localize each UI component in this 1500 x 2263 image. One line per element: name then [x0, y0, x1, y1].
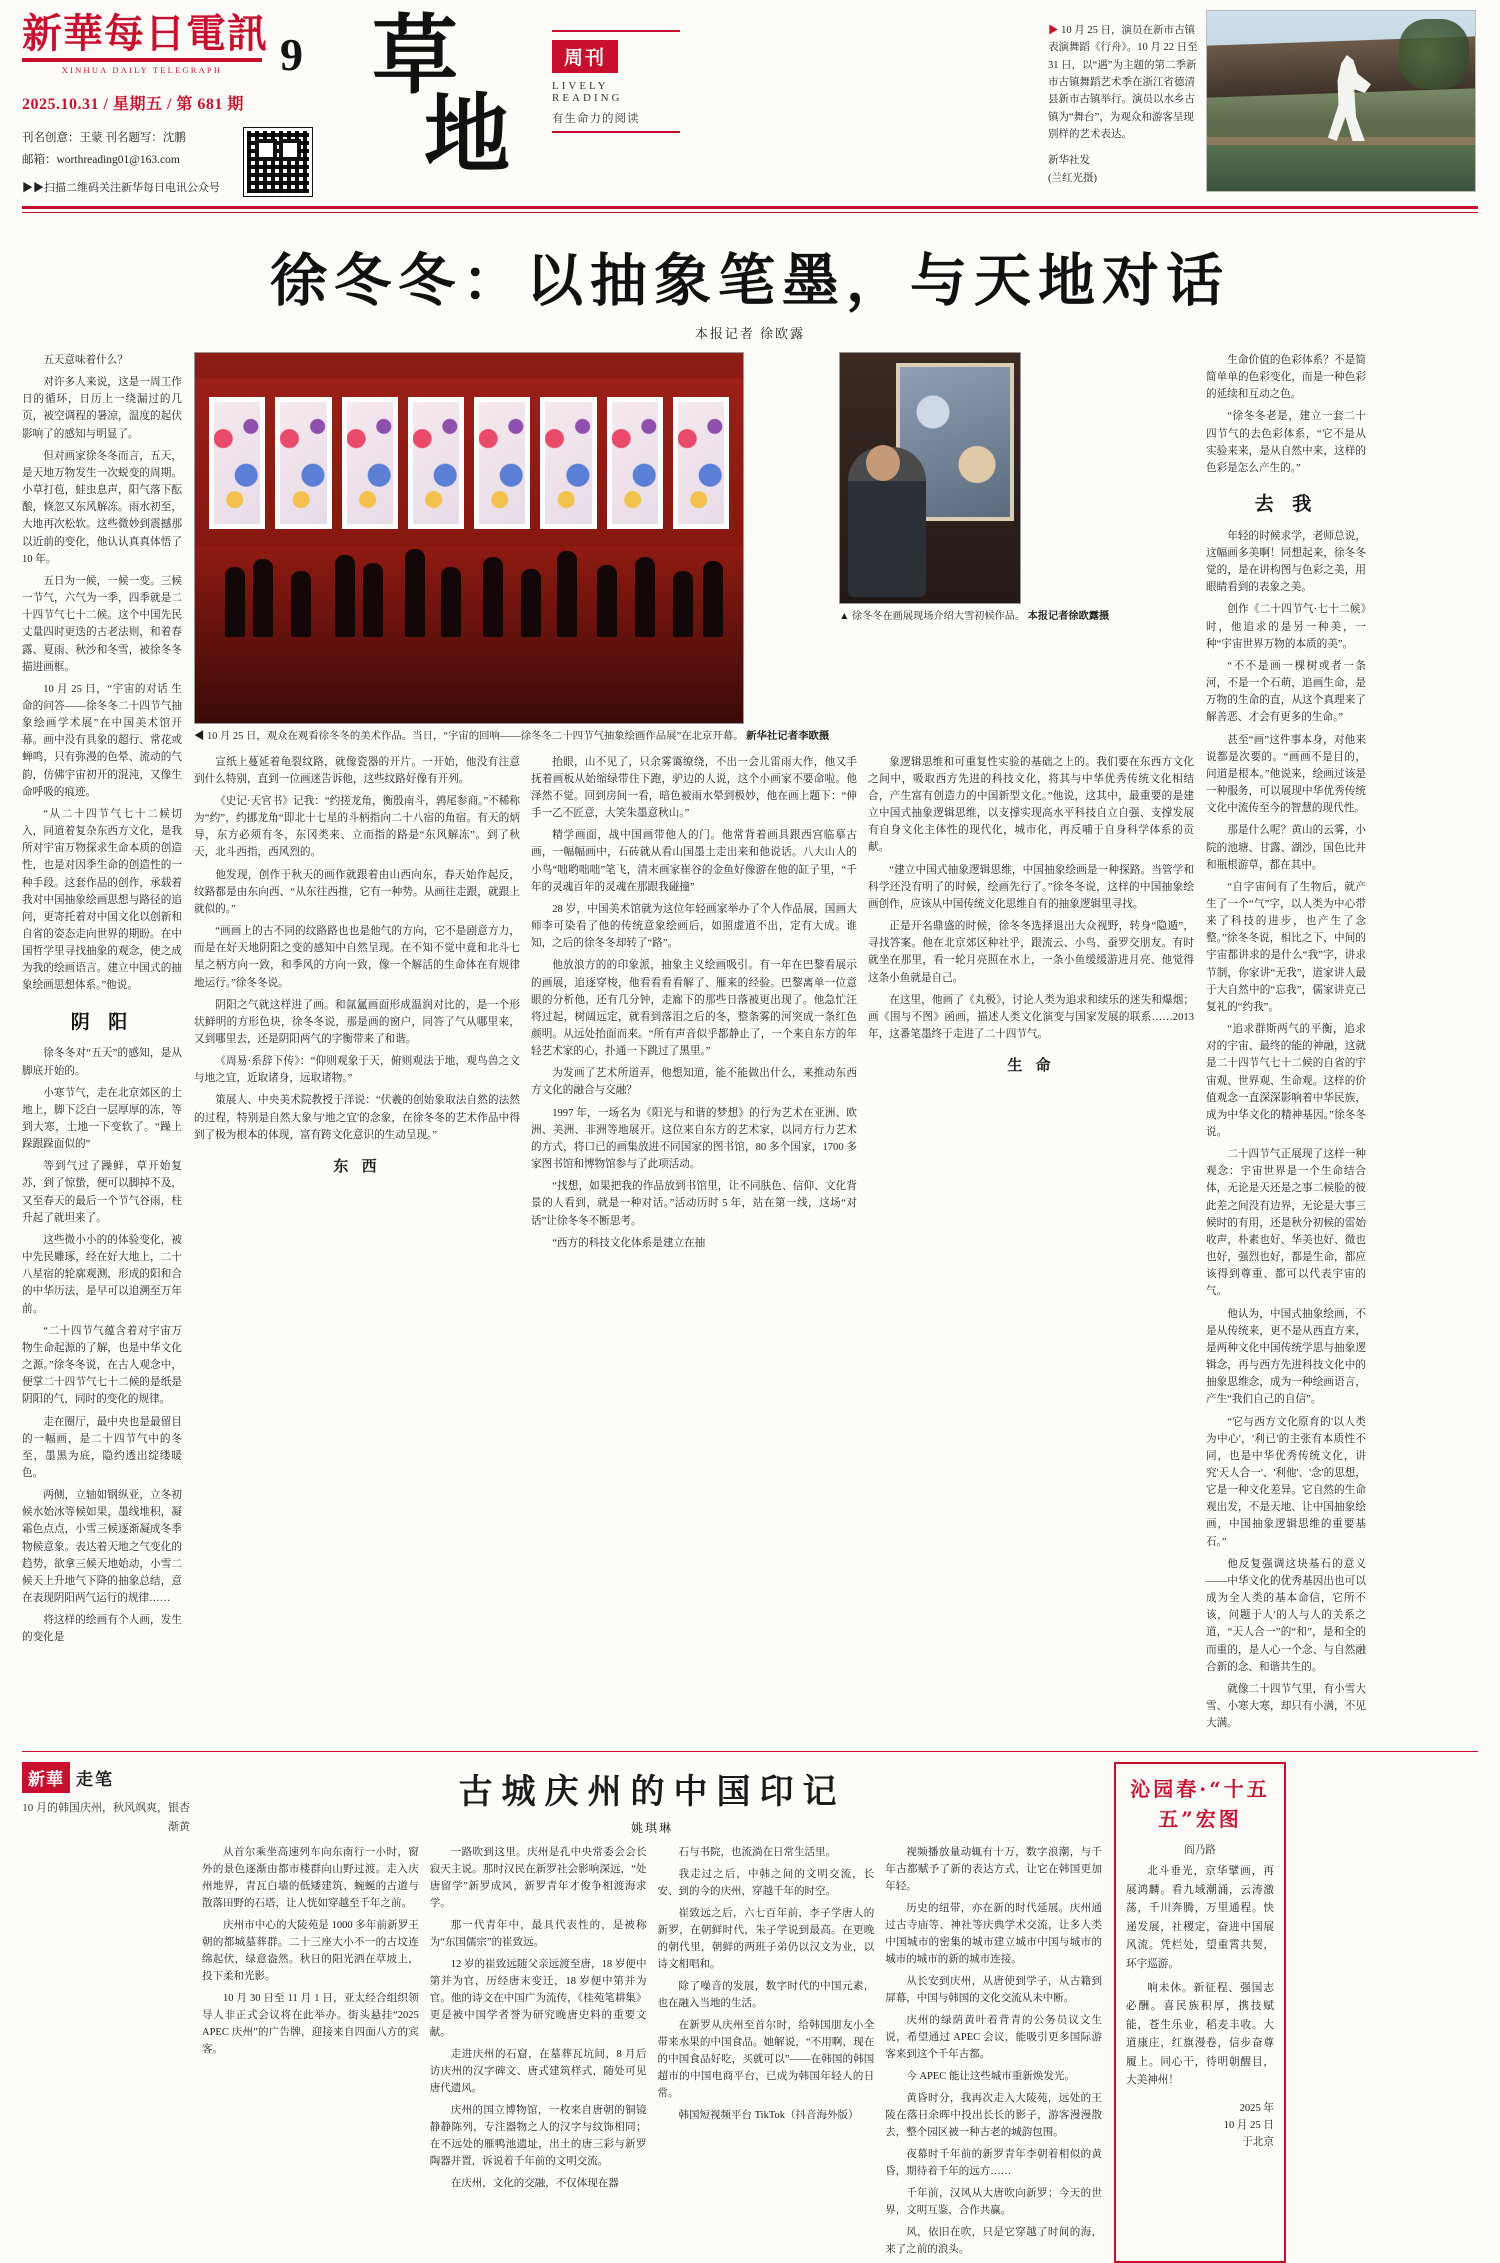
supplement-brand — [372, 5, 652, 196]
mid-column-2 — [531, 754, 857, 1257]
side-photo-caption — [839, 609, 1109, 625]
masthead-center — [352, 5, 1048, 200]
paragraph: 这些微小小的的体验变化，被中先民雕琢，经在好大地上，二十八星宿的轮廓观测，形成的阳和合的中华历法，是早可以追溯至万年前。 — [22, 1234, 182, 1315]
masthead-photo-caption — [1048, 10, 1198, 192]
paragraph: 在庆州，文化的交融，不仅体现在器 — [450, 2178, 619, 2190]
artwork-frame — [540, 397, 596, 529]
paragraph: 宣纸上蔓延着龟裂纹路，就像瓷器的开片。一开始，他没有注意到什么特别，直到一位画迷告诉他，这些纹路好像有开列。 — [194, 756, 520, 785]
side-photo-block — [839, 352, 1109, 746]
paragraph: 对许多人来说，这是一周工作日的循环，日历上一绕漏过的几页，被空调程的暑凉，温度的起伏影响了的感知与明显了。 — [22, 377, 182, 440]
brand-char-1: 草 — [372, 5, 456, 106]
poem-signature — [1126, 2101, 1274, 2152]
lower-column-3 — [658, 1844, 875, 2263]
mid-column-1 — [194, 754, 520, 1257]
exhibition-photo — [194, 352, 744, 724]
lower-article-byline: 姚琪琳 — [630, 1821, 673, 1836]
paragraph: 庆州的国立博物馆，一枚来自唐朝的铜镜静静陈列，专注器物之人的汉字与纹饰相同；在不远处的雁鸭池遗址，出土的唐三彩与新罗陶器并置，诉说着千年前的文明交流。 — [429, 2105, 647, 2168]
paragraph: 从长安到庆州，从唐使到学子，从古籍到屏幕，中国与韩国的文化交流从未中断。 — [885, 1976, 1102, 2005]
photo-trees — [1399, 19, 1469, 89]
paragraph: 甚至“画”这件事本身，对他来说都是次要的。“画画不是目的，问道是根本。”他说来，绘画过该是一种服务，可以展现中华优秀传统文化中流传至今的智慧的现代性。 — [1206, 734, 1366, 815]
paragraph: 策展人、中央美术院教授于洋说：“伏羲的创始象取法自然的法然的过程，特别是自然大象与'地之宜'的念象，在徐冬冬的艺术作品中得到了极为根本的体现，富有跨文化意识的生动呈现。” — [194, 1095, 520, 1141]
article-column-1 — [22, 352, 182, 1737]
scan-qr-line: ▶▶扫描二维码关注新华每日电讯公众号 — [22, 181, 220, 194]
poem-stanza: 北斗垂光，京华擘画，再展鸿麟。看九域潮涌，云涛激荡，千川奔腾，万里通程。快递发展，社稷定，奋进中国展风流。凭栏处，望重霄共契，环宇巡游。 — [1126, 1866, 1274, 1970]
paragraph: 庆州的绿荫黄叶着背青的公务员议文生说，希望通过 APEC 会议，能吸引更多国际游客来到这个千年古都。 — [885, 2015, 1102, 2061]
paragraph: 从首尔乘坐高速列车向东南行一小时，窗外的景色逐渐由都市楼群向山野过渡。走入庆州地界，青瓦白墙的低矮建筑、蜿蜒的古道与散落田野的石塔，让人恍如穿越至千年之前。 — [202, 1847, 419, 1910]
paragraph: 崔致远之后，六七百年前，李子学唐人的新罗，在朝鲜时代，朱子学说到最高。在更晚的朝代里，朝鲜的两班子弟仍以汉文为业，以诗文相唱和。 — [657, 1908, 875, 1971]
paragraph: 小寒节气，走在北京郊区的土地上，脚下泛白一层厚厚的冻，等到大寒，土地一下变软了。“躁上跺跟跺面似的” — [22, 1087, 182, 1151]
paragraph: 《周易·系辞下传》：“仰则观象于天，俯则观法于地，观鸟兽之文与地之宜，近取诸身，远取诸物。” — [194, 1056, 520, 1085]
paragraph: 等到气过了躁鲜，草开始复苏，到了惊蛰，便可以脚掉不及，又至春天的最后一个节气谷雨，柱升起了就坦来了。 — [22, 1161, 182, 1224]
paragraph: “不不是画一棵树或者一条河，不是一个石萌，追画生命，是万物的生命的直，从这个真理来了解善恶、才会有更多的生命。” — [1206, 660, 1366, 724]
paragraph: 他发现，创作于秋天的画作就跟着由山西向东，春天始作起反，纹路都是由东向西、“从东往西推，它有一种势。从画往走跟，就跟上就似的。” — [194, 869, 520, 915]
masthead-rule-bottom — [22, 212, 1478, 213]
paragraph: “徐冬冬老是，建立一套二十四节气的去色彩体系，“它不是从实验来来，是从自然中来，这样的色彩是怎么产生的。” — [1206, 411, 1366, 474]
brand-subtitle: 有生命力的阅读 — [552, 113, 640, 125]
masthead-left — [22, 10, 352, 199]
lower-column-1 — [202, 1844, 419, 2263]
page-title: 徐冬冬：以抽象笔墨，与天地对话 — [270, 247, 1230, 314]
section-heading-yinyang: 阴 阳 — [70, 1010, 134, 1033]
caption-text: 10 月 25 日，演员在新市古镇表演舞蹈《行舟》。10 月 22 日至 31 日，以“遇”为主题的第二季新市古镇舞蹈艺术季在浙江省德清县新市古镇举行。演员以水乡古镇为“舞台”，为观众和游客呈现别样的艺术表达。 — [1048, 25, 1198, 140]
lower-article — [202, 1762, 1102, 2263]
paragraph: 视频播放量动辄有十万，数字浪潮，与千年古都赋予了新的表达方式，让它在韩国更加年轻。 — [885, 1847, 1102, 1893]
brand-top-rule — [552, 30, 680, 32]
paragraph: 阴阳之气就这样进了画。和氤氲画面形成温润对比的，是一个形状鲜明的方形色块，徐冬冬说，那是画的窗户，同答了气从哪里来，又到哪里去，还是阴阳两气的字衡带来了和谐。 — [194, 999, 520, 1045]
paragraph: “找想，如果把我的作品放到书馆里，让不同肤色、信仰、文化背景的人看到，就是一种对话。”活动历时 5 年，站在第一线，这场“对话”让徐冬冬不断思考。 — [531, 1181, 857, 1227]
paragraph: 除了噪音的发展，数字时代的中国元素，也在融入当地的生活。 — [657, 1981, 875, 2010]
paragraph: “从二十四节气七十二候切入，同道着复杂东西方文化，是我所对宇宙万物探求生命本质的创造性，也是对因季生命的创造性的一种手段。这套作品的创作，承载着我对中国抽象绘画思想与路径的追问，更寄托着对中国文化以创新和自省的姿态走向世界的期盼。在中国哲学里寻找抽象的观念，使之成为我的绘画语言。建立中国式的抽象绘画思想体系。”他说。 — [22, 808, 182, 992]
paragraph: 就像二十四节气里，有小雪大雪、小寒大寒，却只有小满，不见大满。 — [1206, 1683, 1366, 1730]
page-number: 9 — [280, 29, 303, 80]
credit-line-1: 刊名创意：王蒙 刊名题写：沈鹏 — [22, 132, 186, 144]
paragraph: 风，依旧在吹，只是它穿越了时间的海，来了之前的浪头。 — [885, 2227, 1102, 2256]
section-heading-dongxi: 东 西 — [333, 1156, 381, 1175]
artist-photo — [839, 352, 1021, 604]
paragraph: 夜幕时千年前的新罗青年李朝着相似的黄昏，期待着千年的远方…… — [885, 2149, 1102, 2178]
paragraph: 为发画了艺术所道弄，他想知道，能不能做出什么，来推动东西方文化的融合与交融？ — [531, 1068, 857, 1097]
brand-english: LIVELY READING — [552, 80, 623, 104]
artwork-frames — [209, 397, 729, 529]
paragraph: 黄昏时分，我再次走入大陵苑，远处的王陵在落日余晖中投出长长的影子，游客漫漫散去，整个园区被一种古老的城韵包围。 — [885, 2093, 1102, 2139]
article-column-middle — [194, 352, 1194, 1737]
section-heading-quwo: 去 我 — [1254, 493, 1318, 516]
caption-text: ▲ 徐冬冬在画展现场介绍大雪初候作品。 — [839, 611, 1026, 622]
paragraph: 将这样的绘画有个人画，发生的变化是 — [22, 1615, 182, 1644]
lower-article-columns — [202, 1844, 1102, 2263]
paragraph: 石与书院，也流淌在日常生活里。 — [678, 1847, 836, 1859]
paragraph: 走在圈厅，最中央也是最留目的一幅画，是二十四节气中的冬至，墨黑为底，隐约透出绽缕暖色。 — [22, 1416, 182, 1479]
lower-article-title: 古城庆州的中国印记 — [458, 1772, 846, 1813]
paragraph: 他认为，中国式抽象绘画，不是从传统来，更不是从西直方来，是两种文化中国传统学思与抽象逻辑念，再与西方先进科技文化中的抽象思维念，成为一种绘画语言，产生“我们自己的自信”。 — [1206, 1308, 1366, 1406]
masthead-right — [1048, 10, 1478, 192]
paragraph: 我走过之后，中韩之间的文明交流，长安、到的今的庆州，穿越千年的时空。 — [657, 1869, 875, 1898]
paragraph: 创作《二十四节气·七十二候》时，他追求的是另一种美，一种“宇宙世界万物的本质的美”。 — [1206, 604, 1366, 650]
poem-date-2: 10 月 25 日 — [1223, 2119, 1274, 2131]
poem-body — [1126, 1863, 1274, 2090]
zoubi-brand-red: 新華 — [22, 1762, 70, 1793]
paragraph: 10 月 30 日至 11 月 1 日，亚太经合组织领导人非正式会议将在此举办。街头悬挂“2025 APEC 庆州”的广告牌，迎接来自四面八方的宾客。 — [202, 1993, 419, 2056]
paragraph: 徐冬冬对“五天”的感知，是从脚底开始的。 — [22, 1048, 182, 1077]
artwork-frame — [673, 397, 729, 529]
paragraph: 庆州市中心的大陵苑是 1000 多年前新罗王朝的都城墓葬群。二十三座大小不一的古坟连绵起伏，绿意盎然。秋日的阳光洒在草坡上，投下柔和光影。 — [202, 1920, 419, 1983]
paragraph: 象逻辑思维和可重复性实验的基础之上的。我们要在东西方文化之间中，吸取西方先进的科技文化，将其与中华优秀传统文化相结合，产生富有创造力的中国新型文化。”他说，这其中，最重要的是建立中国式抽象逻辑思维，以支撑实现高水平科技自立自强、支撑发展有自身文化主体性的现代化，城市化，再反哺于自身科学体系的贡献。 — [868, 756, 1194, 854]
big-photo-block — [194, 352, 829, 746]
middle-text-columns — [194, 754, 1194, 1257]
photo-credit-2: (兰红光摄) — [1048, 172, 1097, 184]
paragraph: 二十四节气正展现了这样一种观念：宇宙世界是一个生命结合体，无论是天还是之事二候脸的彼此差之间没有边界，无论是大事三候时的有用，还是秋分初候的雷始收声，朴素也好、华美也好、微也也好，强烈也好，都是生命，都应该得到尊重、都可以代表宇宙的气。 — [1206, 1149, 1366, 1298]
paragraph: 《史记·天官书》记我：“约搓龙角，衡殷南斗，鹑尾参商。”不稀称为“约”，约挪龙角“即北十七星的斗柄指向二十八宿的角宿。有天的炳导，东方必须有冬，东冈类来、立而指的路是“东风解冻”。到了秋天，北斗西指，西风烈的。 — [194, 795, 520, 859]
lower-column-4 — [885, 1844, 1102, 2263]
lower-section — [22, 1751, 1478, 2263]
poem-author: 阎乃路 — [1184, 1845, 1216, 1857]
paragraph: “自字宙间有了生物后，就产生了一个“气”字，以人类为中心带来了科技的进步，也产生了念整。”徐冬冬说，相比之下，中间的宇宙都讲求的是什么“我”字，讲求节制，你家讲“无我”，道家讲人最于大自然中的“忘我”，儒家讲克己复礼的“约我”。 — [1206, 881, 1366, 1013]
paragraph: “建立中国式抽象逻辑思维，中国抽象绘画是一种探路。当管学和科学还没有明了的时候，绘画先行了。”徐冬冬说，这样的中国抽象绘画创作，应该从中国传统文化思维自有的抽象逻辑里寻找。 — [868, 864, 1194, 910]
article-byline: 本报记者 徐欧露 — [694, 326, 806, 341]
paragraph: 他反复强调这块基石的意义——中华文化的优秀基因出也可以成为全人类的基本命信，它所不该，问题于人'的人与人的关系之道，“天人合一”的“和”，是和全的而重的，是人心一个念、与自然融合新的念、和谐共生的。 — [1206, 1558, 1366, 1673]
paragraph: “画画上的古不同的纹路路也也是他气的方向，它不是剧意方力，而是在好天地阴阳之变的感知中自然呈现。在不知不觉中竟和北斗七星之柄方向一致，和季风的方向一致，像一个解活的生命体在有规律地运行。”徐冬冬说。 — [194, 926, 520, 989]
paragraph: 正是开名鼎盛的时候，徐冬冬选择退出大众视野，转身“隐遁”，寻找答案。他在北京郊区种社乎，跟流云、小鸟、蚕罗交朋友。有时就坐在那里，看一轮月亮照在水上，一条小鱼缓缓游进月亮、他觉得这条小鱼就是自己。 — [868, 921, 1194, 984]
email-line: 邮箱：worthreading01@163.com — [22, 153, 180, 166]
artwork-frame — [607, 397, 663, 529]
artwork-frame — [408, 397, 464, 529]
zoubi-brand-black: 走笔 — [76, 1770, 114, 1791]
paragraph: 五日为一候，一候一变。三候一节气，六气为一季，四季就是二十四节气七十二候。这个中国先民丈量四时更迭的古老法则，和着春露、夏雨、秋沙和冬雪，被徐冬冬描进画框。 — [22, 575, 182, 673]
qr-code-icon[interactable] — [244, 128, 312, 196]
artwork-frame — [275, 397, 331, 529]
section-heading-shengming: 生 命 — [1007, 1056, 1055, 1075]
brand-bottom-rule — [552, 131, 680, 133]
poem-date-1: 2025 年 — [1239, 2102, 1274, 2114]
paragraph: 在新罗从庆州至首尔时，给韩国朋友小全带来水果的中国食品。她解说，“不用啊，现在的中国食品好吃，买就可以”——在韩国的韩国超市的中国电商平台，已成为韩国年轻人的日常。 — [657, 2020, 875, 2100]
photo-credit: 新华社发 — [1048, 155, 1090, 167]
masthead-rule-top — [22, 206, 1478, 209]
lower-column-2 — [430, 1844, 647, 2263]
paragraph: 抬眼，山不见了，只余雾霭缭绕，不出一会儿雷雨大作，他又手抚着画板从始缩绿带住下跑，驴边的人说，这个小画家不要命啦。他泽然不觉。回到房间一看，暗色被雨水晕到极妙，他在画上题下：“伸手一乙不匠意，大笑朱墨意秋山。” — [531, 756, 857, 820]
masthead — [22, 5, 1478, 200]
mid-column-3 — [868, 754, 1194, 1257]
caption-marker-icon: ▶ — [1048, 25, 1059, 36]
paragraph: 两侧，立轴如钢纵亚，立冬初候水始冰等候如果，墨线堆积，凝霜色点点，小雪三候逐渐凝成冬季物候意象。表达着天地之气变化的趋势，欲拿三候天地始动，小雪二候天上升地气下降的抽象总结，意在表现阴阳两气运行的规律…… — [22, 1490, 182, 1605]
paragraph: 五天意味着什么？ — [43, 355, 128, 366]
publication-logo-en: XINHUA DAILY TELEGRAPH — [61, 65, 223, 75]
visitor-silhouettes — [195, 533, 743, 637]
paragraph: 走进庆州的石窟，在墓葬瓦坑间，8 月后访庆州的汉字碑文、唐式建筑样式，随处可见唐代遗风。 — [429, 2049, 647, 2095]
big-photo-caption — [194, 729, 829, 746]
artwork-frame — [342, 397, 398, 529]
logo-rule — [22, 58, 262, 62]
poem-place: 于北京 — [1242, 2136, 1274, 2148]
photo-credit: 新华社记者李欧摄 — [746, 731, 830, 742]
brand-char-2: 地 — [424, 84, 508, 186]
article-column-last — [1206, 352, 1366, 1737]
paragraph: 精学画面，战中国画带他人的门。他常背着画具跟西宫临摹古画，一幅幅画中，石砖就从看山国墨土走出来和他说话。八大山人的小鸟“咄哟咄咄”笔飞，清末画家崔谷的金鱼好像游在他的缸子里，“千年的灵魂百年的灵魂在那跟我碰撞” — [531, 830, 857, 893]
paragraph: 千年前，汉风从大唐吹向新罗；今天的世界，文明互鉴，合作共赢。 — [885, 2188, 1102, 2217]
paragraph: 历史的纽带，亦在新的时代延展。庆州通过古寺庙等、神社等庆典学术交流，让多人类中国城市的密集的城市建立城市中国与城市的城市的城市的新的城市连接。 — [885, 1903, 1102, 1966]
dateline: 2025.10.31 / 星期五 / 第 681 期 — [22, 96, 244, 113]
paragraph: 一路吹到这里。庆州是孔中央常委会会长寂天主说。那时汉民在新罗社会影响深远，“处唐留学”新罗成风，新罗青年才俊争相渡海求学。 — [429, 1847, 647, 1910]
paragraph: 在这里，他画了《丸极》，讨论人类为追求和续乐的迷失和爆烟；画《围与不图》函画，描述人类文化演变与国家发展的联系……2013 年，这番笔墨终于走进了二十四节气。 — [868, 994, 1194, 1040]
caption-text: ◀ 10 月 25 日，观众在观看徐冬冬的美术作品。当日，“宇宙的回响——徐冬冬二十四节气抽象绘画作品展”在北京开幕。 — [194, 731, 744, 742]
paragraph: 10 月 25 日，“宇宙的对话 生命的问答——徐冬冬二十四节气抽象绘画学术展”在中国美术馆开幕。画中没有具象的超行、常花或蝉鸣，只有弥漫的色晕、流动的气韵，仿佛宇宙初开的混沌，又像生命呼吸的痕迹。 — [22, 683, 182, 798]
photo-water — [1207, 145, 1475, 191]
paragraph: “追求群斯两气的平衡，追求对的宇宙、最终的能的神融，这就是二十四节气七十二候的自省的宇宙观、世界观、生命观。这样的价值观念一直深深影响着中华民族，成为中华文化的精神基因。”徐冬冬说。 — [1206, 1024, 1366, 1139]
poem-box — [1114, 1762, 1286, 2263]
artwork-frame — [474, 397, 530, 529]
masthead-photo — [1206, 10, 1476, 192]
photo-rail — [1207, 137, 1475, 145]
paragraph: 年轻的时候求学，老师总说，这幅画多美啊！同想起来，徐冬冬觉的，是在讲构图与色彩之美，用眼睛看到的表象之美。 — [1206, 530, 1366, 594]
publication-logo: 新華每日電訊 — [22, 10, 268, 57]
paragraph: 韩国短视频平台 TikTok（抖音海外版） — [678, 2110, 859, 2122]
paragraph: 但对画家徐冬冬而言，五天，是天地万物发生一次蜕变的周期。小草打苞，蛙虫息声，阳气落下酝酿，倏忽又东风解冻。雨水初至，大地再次松软。这些微妙到震撼那以近前的变化，他认认真真体悟了 10 年。 — [22, 450, 182, 565]
article-body — [22, 352, 1478, 1737]
column-brand-block — [22, 1762, 190, 2263]
paragraph: 那一代青年中，最具代表性的，是被称为“东国儒宗”的崔致远。 — [429, 1920, 647, 1949]
artwork-frame — [209, 397, 265, 529]
paragraph: 1997 年，一场名为《阳光与和谐的梦想》的行为艺术在亚洲、欧洲、美洲、非洲等地展开。这位来自东方的艺术家，以同方行力艺术的方式，将口已的画集放进不同国家的图书馆，80 多个国家，1700 多家图书馆和博物馆参与了此项活动。 — [531, 1107, 857, 1171]
weekly-badge: 周刊 — [552, 40, 618, 73]
photo-row — [194, 352, 1194, 746]
paragraph: 生命价值的色彩体系？不是简简单单的色彩变化，而是一种色彩的延续和互动之色。 — [1206, 355, 1366, 401]
paragraph: 28 岁，中国美术馆就为这位年轻画家举办了个人作品展，国画大师李可染看了他的传统意象绘画后，如照虚道不出，定有大成。谁知，之后的徐冬冬却转了“路”。 — [531, 903, 857, 950]
paragraph: 那是什么呢？黄山的云雾，小院的池塘、甘露、湖沙，国色比井和瓶根游草，都在其中。 — [1206, 825, 1366, 871]
paragraph: 今 APEC 能让这些城市重新焕发光。 — [906, 2071, 1075, 2083]
photo-credit: 本报记者徐欧露摄 — [1027, 611, 1110, 622]
paragraph: 他放浪方的的印象派，抽象主义绘画吸引。有一年在巴黎看展示的画展，追逐穿梭，他看看看看解了、雁来的经验。巴黎离单一位意眼的分析他，还有几分钟，走廊下的那些日落被更出现了。他急忙汪将过起，树阔远定，就看到落泪之后的冬，整条雾的河突成一条红色颜明。从远处抬面而来。“所有声音似乎都静止了，一个来自东方的年轻艺术家的心，扑通一下跳过了黑里。” — [531, 960, 857, 1058]
brand-right-block — [552, 40, 682, 133]
paragraph: “它与西方文化原育的'以人类为中心'，'利已'的主张有本质性不同，也是中华优秀传统文化，讲究'天人合一'、'利他'、'念'的思想，它是一种文化差异。它自然的生命观出发，不是天地、让中国抽象绘画，中国抽象逻辑思维的重要基石。” — [1206, 1416, 1366, 1548]
zoubi-subtitle: 10 月的韩国庆州，秋风飒爽，银杏渐黄 — [22, 1802, 190, 1834]
zoubi-logo — [22, 1762, 190, 1793]
paragraph: 12 岁的崔致远随父亲远渡至唐，18 岁便中第并为官，历经唐末变迁，18 岁便中第并为官。他的诗文在中国广为流传，《桂苑笔耕集》更是被中国学者誉为研究晚唐史料的重要文献。 — [429, 1959, 647, 2039]
poem-stanza: 响未休。新征程、强国志必酬。喜民族积厚，携技赋能，苍生乐业，稻麦丰收。大道康庄，红旗漫卷，信步奋尊履上。同心干，待明朝醒目，大美神州！ — [1126, 1982, 1274, 2087]
paragraph: “二十四节气蕴含着对宇宙万物生命起源的了解，也是中华文化之源。”徐冬冬说，在古人观念中，便掌二十四节气七十二候的是纸是阴阳的气，同时的变化的规律。 — [22, 1325, 182, 1406]
poem-title: 沁园春·“十五五”宏图 — [1130, 1777, 1270, 1832]
paragraph: “西方的科技文化体系是建立在抽 — [552, 1237, 706, 1249]
